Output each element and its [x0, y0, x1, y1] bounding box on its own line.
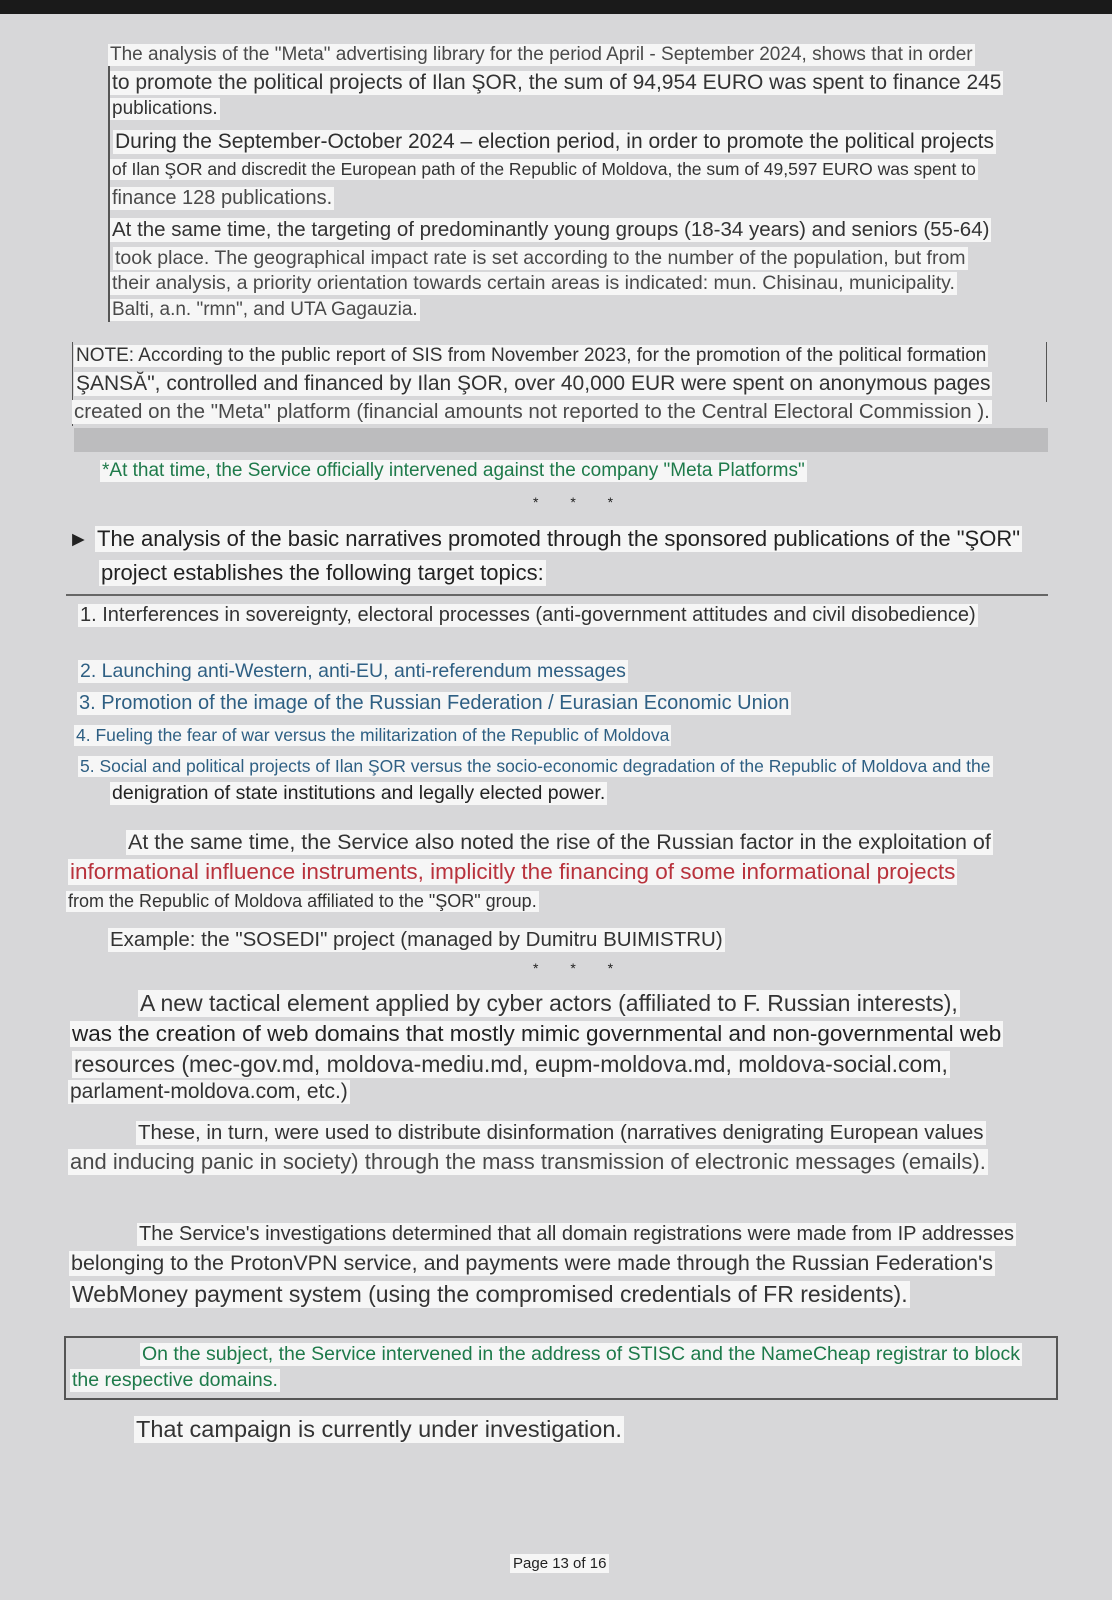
topic-4: 4. Fueling the fear of war versus the militarization of the Republic of Moldova — [76, 725, 670, 745]
topic-5-cont: denigration of state institutions and legally elected power. — [112, 782, 606, 804]
p3-line-1: At the same time, the targeting of predominantly young groups (18-34 years) and seniors (55-64) — [112, 218, 990, 241]
disinfo-line-1: These, in turn, were used to distribute disinformation (narratives denigrating European values — [138, 1121, 984, 1144]
disinfo-line-2: and inducing panic in society) through the mass transmission of electronic messages (emails). — [70, 1149, 986, 1174]
russian-line-3: from the Republic of Moldova affiliated to the "ŞOR" group. — [68, 891, 537, 911]
topic-5: 5. Social and political projects of Ilan ŞOR versus the socio-economic degradation of the Republic of Moldova and the — [80, 756, 991, 776]
tactical-line-3: resources (mec-gov.md, moldova-mediu.md, eupm-moldova.md, moldova-social.com, — [74, 1051, 948, 1077]
bullet-marker: ► — [68, 528, 89, 551]
note-line-2: ŞANSĂ", controlled and financed by Ilan ŞOR, over 40,000 EUR were spent on anonymous pages — [76, 372, 991, 395]
p2-line-1: During the September-October 2024 – election period, in order to promote the political projects — [115, 130, 994, 153]
note-line-1: NOTE: According to the public report of SIS from November 2023, for the promotion of the political formation — [76, 345, 987, 366]
tactical-line-1: A new tactical element applied by cyber actors (affiliated to F. Russian interests), — [140, 990, 958, 1016]
investigation-line-1: The Service's investigations determined that all domain registrations were made from IP addresses — [139, 1223, 1014, 1245]
separator-2: * * * — [533, 960, 628, 976]
note-line-3: created on the "Meta" platform (financial amounts not reported to the Central Electoral Commission ). — [74, 400, 990, 423]
note-shadow — [74, 428, 1048, 452]
topic-3: 3. Promotion of the image of the Russian Federation / Eurasian Economic Union — [79, 692, 790, 714]
p2-line-2: of Ilan ŞOR and discredit the European path of the Republic of Moldova, the sum of 49,597 EURO was spent to — [112, 159, 976, 179]
p1-line-1: The analysis of the "Meta" advertising library for the period April - September 2024, shows that in order — [110, 44, 973, 65]
investigation-line-3: WebMoney payment system (using the compromised credentials of FR residents). — [72, 1281, 908, 1307]
note-rule-right — [1046, 342, 1047, 402]
example-line: Example: the "SOSEDI" project (managed by Dumitru BUIMISTRU) — [110, 928, 723, 951]
bullet-line-1: The analysis of the basic narratives promoted through the sponsored publications of the "ŞOR" — [97, 526, 1021, 551]
p3-line-4: Balti, a.n. "rmn", and UTA Gagauzia. — [112, 299, 418, 320]
topic-1: 1. Interferences in sovereignty, electoral processes (anti-government attitudes and civil disobedience) — [80, 604, 976, 626]
closing-line: That campaign is currently under investigation. — [136, 1416, 622, 1442]
block-note-line-2: the respective domains. — [72, 1369, 278, 1391]
p1-line-2: to promote the political projects of Ilan ŞOR, the sum of 94,954 EURO was spent to finance 245 — [112, 71, 1002, 94]
russian-line-1: At the same time, the Service also noted the rise of the Russian factor in the exploitation of — [128, 830, 991, 854]
russian-line-2: informational influence instruments, implicitly the financing of some informational projects — [70, 859, 956, 884]
topic-2: 2. Launching anti-Western, anti-EU, anti-referendum messages — [80, 660, 626, 682]
page-number: Page 13 of 16 — [510, 1554, 609, 1573]
separator-1: * * * — [533, 494, 628, 510]
investigation-line-2: belonging to the ProtonVPN service, and payments were made through the Russian Federation's — [71, 1251, 993, 1275]
bullet-underline — [66, 594, 1048, 596]
tactical-line-4: parlament-moldova.com, etc.) — [70, 1080, 348, 1103]
intervention-note: *At that time, the Service officially intervened against the company "Meta Platforms" — [102, 460, 805, 481]
p3-line-2: took place. The geographical impact rate is set according to the number of the population, but from — [115, 247, 966, 269]
bullet-line-2: project establishes the following target topics: — [101, 560, 544, 585]
block-note-line-1: On the subject, the Service intervened in the address of STISC and the NameCheap registrar to block — [142, 1343, 1020, 1365]
p1-line-3: publications. — [112, 98, 218, 119]
p2-line-3: finance 128 publications. — [112, 187, 333, 209]
top-bar — [0, 0, 1112, 14]
p3-line-3: their analysis, a priority orientation towards certain areas is indicated: mun. Chisinau, municipality. — [112, 272, 955, 294]
tactical-line-2: was the creation of web domains that mostly mimic governmental and non-governmental web — [72, 1021, 1002, 1046]
